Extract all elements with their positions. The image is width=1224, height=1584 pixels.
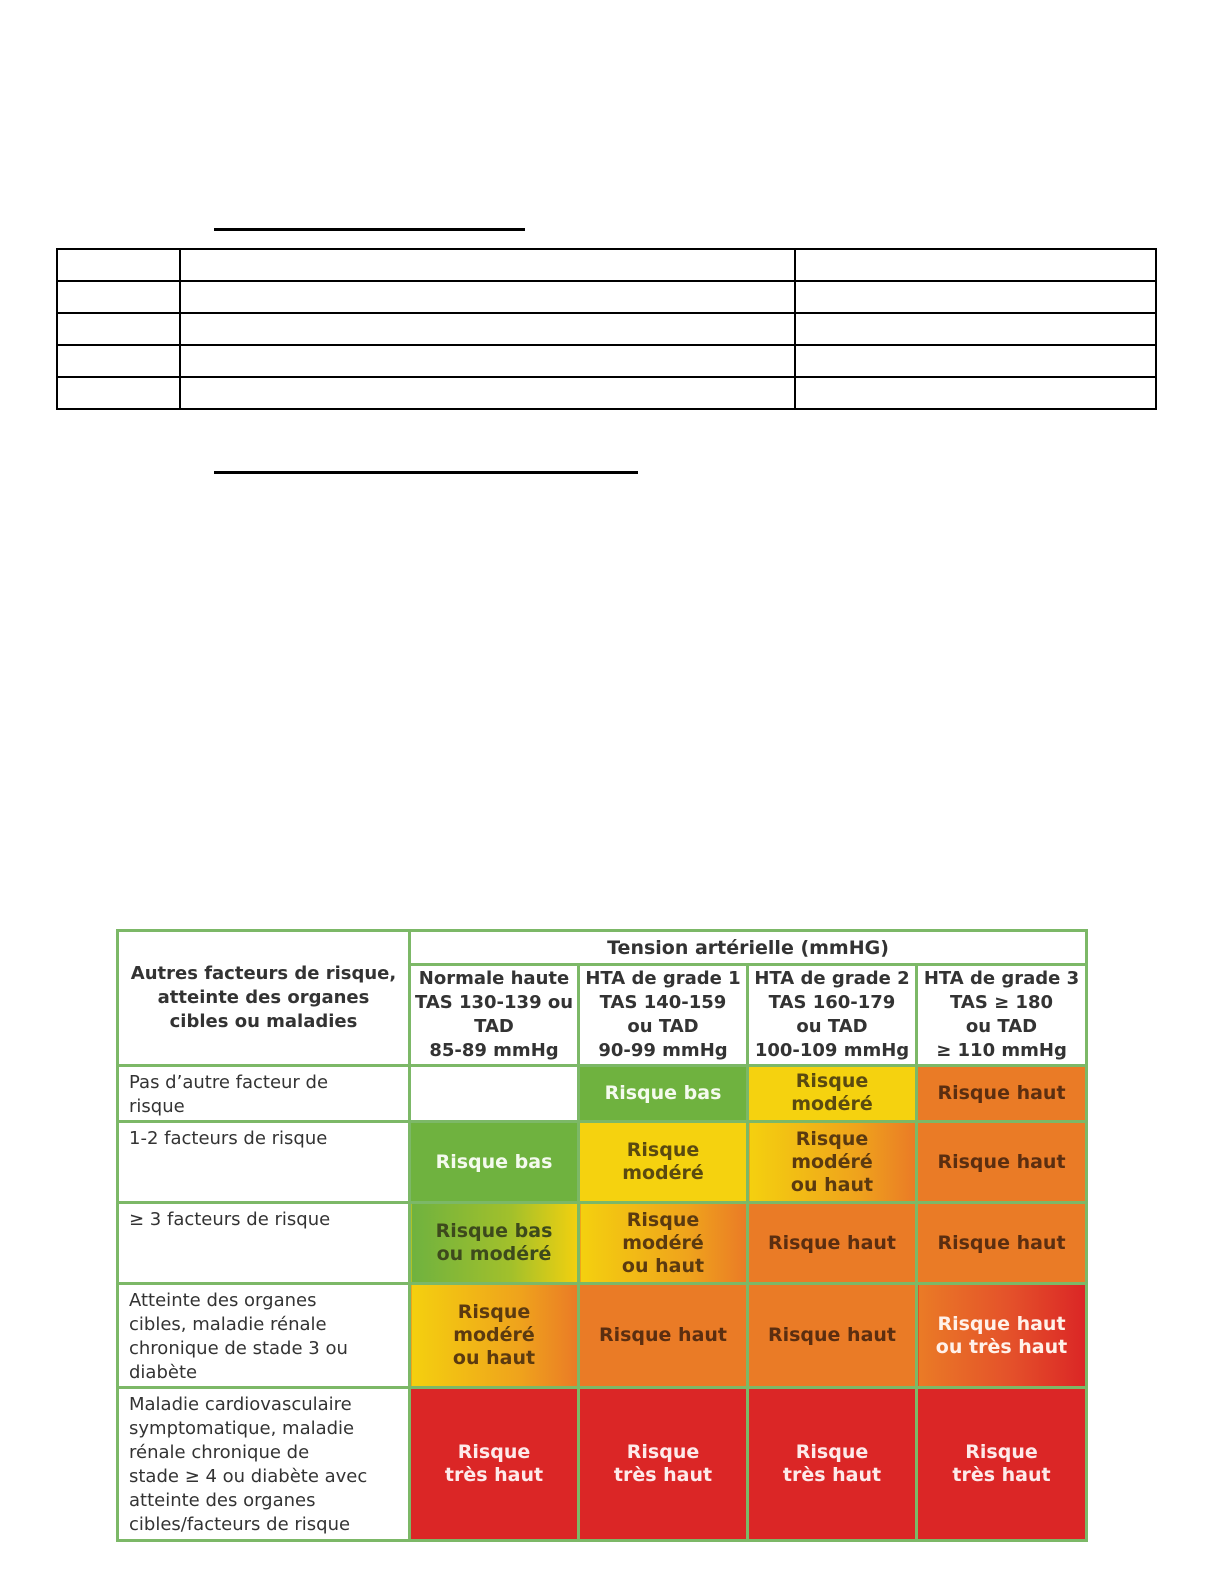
- risk-cell: Risque haut ou très haut: [917, 1284, 1087, 1388]
- table-cell: [57, 345, 180, 377]
- risk-cell: Risque haut: [917, 1203, 1087, 1284]
- column-header-grade-2: HTA de grade 2 TAS 160-179 ou TAD 100-109 mmHg: [748, 965, 917, 1065]
- table-cell: [180, 377, 795, 409]
- table-cell: [180, 281, 795, 313]
- table-row: [118, 1284, 1087, 1388]
- risk-cell: Risque modéré: [748, 1065, 917, 1122]
- column-header-grade-3: HTA de grade 3 TAS ≥ 180 ou TAD ≥ 110 mmHg: [917, 965, 1087, 1065]
- table-cell: [57, 281, 180, 313]
- risk-cell: Risque très haut: [410, 1388, 579, 1541]
- row-label-maladie-cardiovasculaire: Maladie cardiovasculaire symptomatique, maladie rénale chronique de stade ≥ 4 ou diabète avec atteinte des organes cibles/facteurs de risque: [118, 1388, 410, 1541]
- table-row: [57, 249, 1156, 281]
- empty-grid-table: [56, 248, 1157, 410]
- column-header-normale-haute: Normale haute TAS 130-139 ou TAD 85-89 mmHg: [410, 965, 579, 1065]
- table-row: [57, 281, 1156, 313]
- risk-cell: Risque très haut: [748, 1388, 917, 1541]
- table-cell: [795, 281, 1156, 313]
- table-row: [57, 313, 1156, 345]
- row-label-1-2-facteurs: 1-2 facteurs de risque: [118, 1122, 410, 1203]
- row-label-3-facteurs: ≥ 3 facteurs de risque: [118, 1203, 410, 1284]
- table-cell: [180, 249, 795, 281]
- table-cell: [795, 377, 1156, 409]
- row-label-atteinte-organes: Atteinte des organes cibles, maladie rénale chronique de stade 3 ou diabète: [118, 1284, 410, 1388]
- left-header: Autres facteurs de risque, atteinte des organes cibles ou maladies: [118, 931, 410, 1066]
- risk-cell: Risque modéré: [579, 1122, 748, 1203]
- row-label-pas-facteur: Pas d’autre facteur de risque: [118, 1065, 410, 1122]
- risk-cell: Risque bas: [579, 1065, 748, 1122]
- table-cell: [180, 345, 795, 377]
- table-row: [118, 1122, 1087, 1203]
- risk-cell: Risque bas ou modéré: [410, 1203, 579, 1284]
- risk-cell: Risque bas: [410, 1122, 579, 1203]
- table-cell: [795, 313, 1156, 345]
- risk-cell: Risque haut: [748, 1203, 917, 1284]
- table-cell: [795, 345, 1156, 377]
- risk-cell: Risque haut: [579, 1284, 748, 1388]
- risk-cell: Risque très haut: [579, 1388, 748, 1541]
- header-row-main: [118, 931, 1087, 965]
- risk-cell: Risque très haut: [917, 1388, 1087, 1541]
- table-cell: [795, 249, 1156, 281]
- table-cell: [180, 313, 795, 345]
- risk-cell: Risque modéré ou haut: [748, 1122, 917, 1203]
- risk-cell: Risque modéré ou haut: [410, 1284, 579, 1388]
- risk-cell: Risque haut: [917, 1122, 1087, 1203]
- risk-figure: [116, 929, 1085, 1542]
- table-row: [118, 1388, 1087, 1541]
- risk-cell: Risque haut: [748, 1284, 917, 1388]
- column-header-grade-1: HTA de grade 1 TAS 140-159 ou TAD 90-99 mmHg: [579, 965, 748, 1065]
- blood-pressure-risk-table: [116, 929, 1088, 1542]
- risk-cell: Risque haut: [917, 1065, 1087, 1122]
- risk-cell: Risque modéré ou haut: [579, 1203, 748, 1284]
- heading-underline-2: [214, 471, 638, 474]
- risk-cell: [410, 1065, 579, 1122]
- table-cell: [57, 377, 180, 409]
- table-cell: [57, 313, 180, 345]
- table-row: [118, 1065, 1087, 1122]
- table-row: [57, 345, 1156, 377]
- table-row: [57, 377, 1156, 409]
- table-cell: [57, 249, 180, 281]
- table-row: [118, 1203, 1087, 1284]
- heading-underline-1: [214, 228, 525, 231]
- header-tension: Tension artérielle (mmHG): [410, 931, 1087, 965]
